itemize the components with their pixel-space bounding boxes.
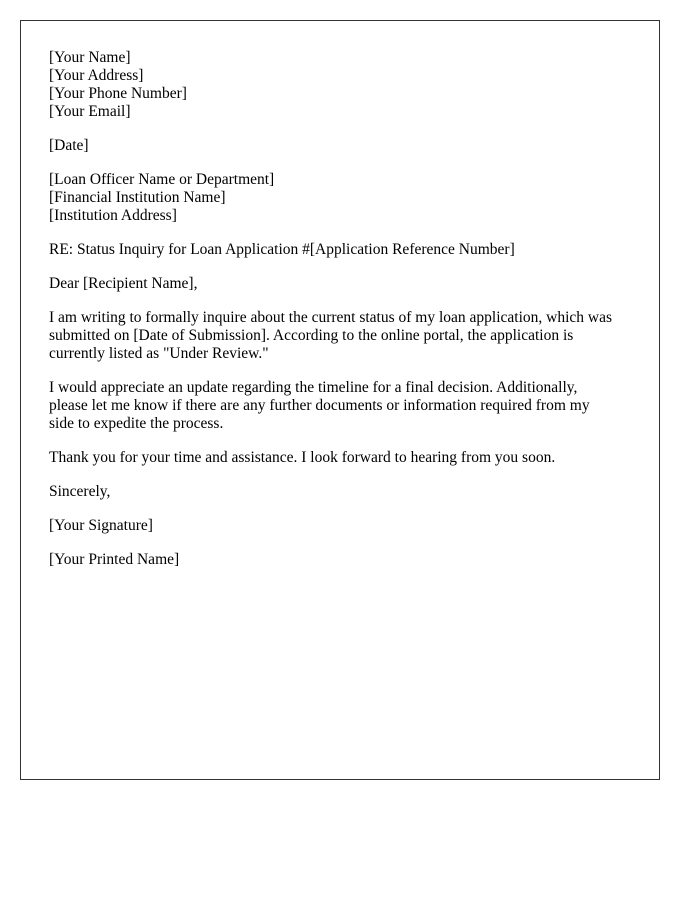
subject-block — [49, 241, 639, 259]
letter-content — [49, 49, 639, 585]
closing: Sincerely, — [49, 483, 111, 500]
body-paragraph-3 — [49, 449, 639, 467]
signature: [Your Signature] — [49, 517, 153, 534]
paragraph-line: currently listed as "Under Review." — [49, 345, 269, 362]
salutation-block — [49, 275, 639, 293]
body-paragraph-2 — [49, 379, 639, 433]
paragraph-line: submitted on [Date of Submission]. According to the online portal, the application is — [49, 327, 574, 344]
paragraph-line: I would appreciate an update regarding the timeline for a final decision. Additionally, — [49, 379, 578, 396]
paragraph-line: side to expedite the process. — [49, 415, 224, 432]
paragraph-line: please let me know if there are any further documents or information required from my — [49, 397, 590, 414]
printed-name: [Your Printed Name] — [49, 551, 180, 568]
signature-block — [49, 517, 639, 535]
closing-block — [49, 483, 639, 501]
paragraph-line: Thank you for your time and assistance. I look forward to hearing from you soon. — [49, 449, 556, 466]
salutation: Dear [Recipient Name], — [49, 275, 198, 292]
body-paragraph-1 — [49, 309, 639, 363]
sender-address: [Your Address] — [49, 67, 144, 84]
sender-block — [49, 49, 639, 121]
sender-email: [Your Email] — [49, 103, 131, 120]
recipient-block — [49, 171, 639, 225]
paragraph-line: I am writing to formally inquire about the current status of my loan application, which was — [49, 309, 613, 326]
letter-date: [Date] — [49, 137, 89, 154]
sender-name: [Your Name] — [49, 49, 131, 66]
printed-name-block — [49, 551, 639, 569]
recipient-address: [Institution Address] — [49, 207, 177, 224]
recipient-institution: [Financial Institution Name] — [49, 189, 226, 206]
date-block — [49, 137, 639, 155]
sender-phone: [Your Phone Number] — [49, 85, 187, 102]
subject-line: RE: Status Inquiry for Loan Application #[Application Reference Number] — [49, 241, 515, 258]
recipient-officer: [Loan Officer Name or Department] — [49, 171, 275, 188]
letter-page — [20, 20, 660, 780]
